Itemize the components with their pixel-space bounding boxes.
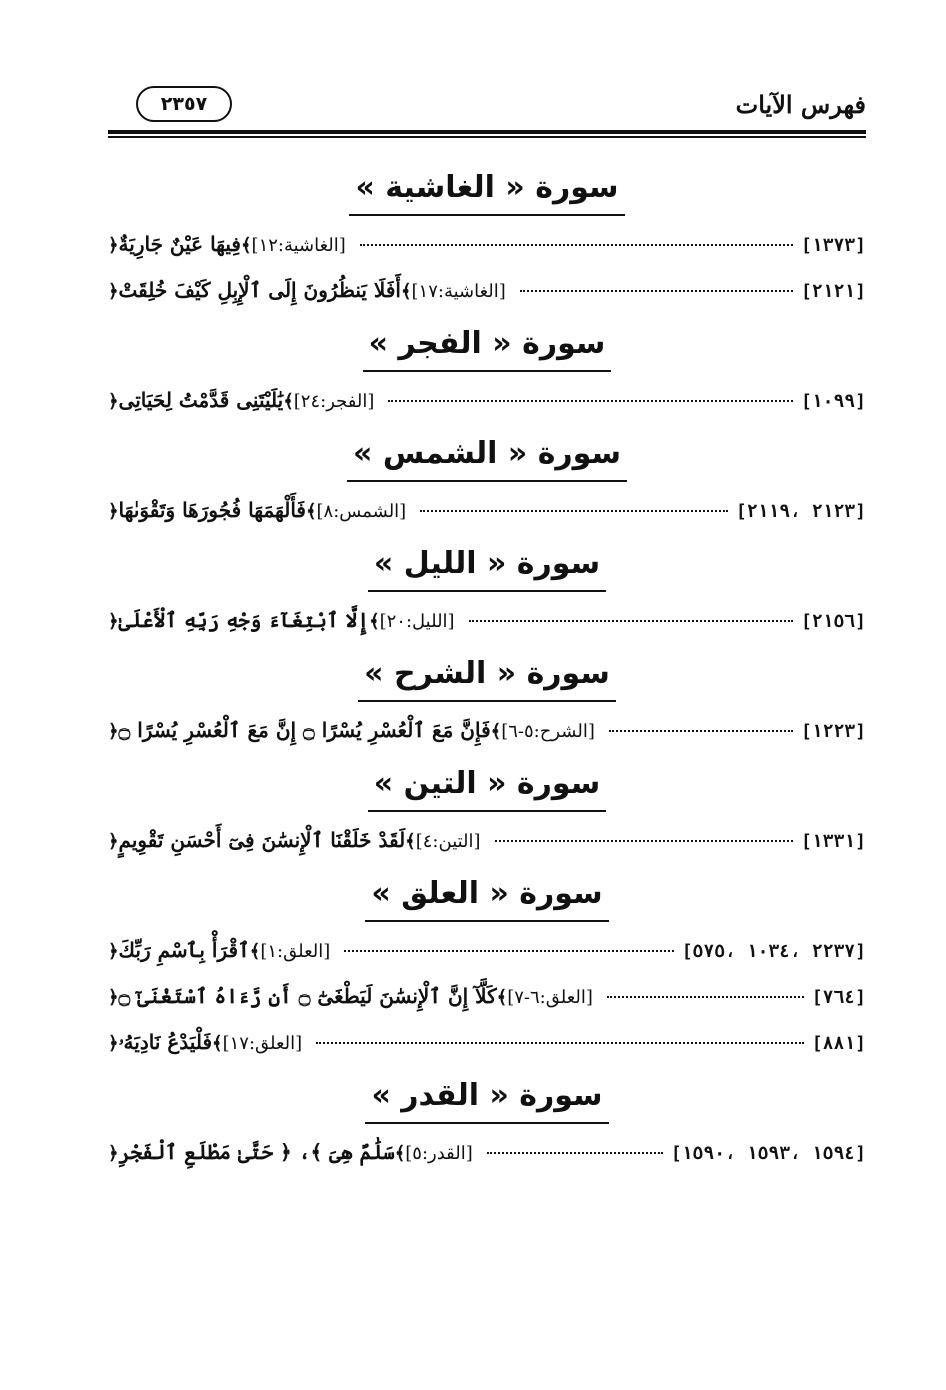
verse-entry <box>108 1030 866 1076</box>
verse-text: فَإِنَّ مَعَ ٱلْعُسْرِ يُسْرًا ۝ إِنَّ مَعَ ٱلْعُسْرِ يُسْرًا ۝ <box>118 718 491 742</box>
verse-entry <box>108 984 866 1030</box>
verse-reference: [الشرح:٥-٦] <box>501 721 595 742</box>
verse-entry <box>108 278 866 324</box>
ornate-bracket-open-icon: ﴿ <box>108 1033 119 1054</box>
verse-text: لَقَدْ خَلَقْنَا ٱلْإِنسَٰنَ فِىٓ أَحْسَنِ تَقْوِيمٍ <box>118 828 406 852</box>
verse-index <box>108 168 866 1186</box>
page-refs: [٢٢٣٧ ،١٠٣٤ ،٥٧٥] <box>681 941 866 962</box>
dot-leader <box>495 840 793 842</box>
verse-reference: [العلق:٦-٧] <box>507 987 593 1008</box>
surah-title: سورة « الغاشية » <box>349 168 624 216</box>
verse-text: كَلَّآ إِنَّ ٱلْإِنسَٰنَ لَيَطْغَىٰٓ ۝ أَن رَّءَاهُ ٱسْتَغْنَىٰٓ ۝ <box>118 984 497 1008</box>
surah-section-tin <box>108 764 866 874</box>
verse-text: سَلَٰمٌ هِىَ ﴾، ﴿ حَتَّىٰ مَطْلَعِ ٱلْفَجْرِ <box>118 1140 395 1164</box>
page-refs: [٢١٢١] <box>800 281 866 302</box>
ornate-bracket-open-icon: ﴿ <box>108 941 119 962</box>
page-refs: [١٠٩٩] <box>800 391 866 412</box>
ornate-bracket-close-icon: ﴾ <box>212 1033 223 1054</box>
verse-reference: [الشمس:٨] <box>316 501 407 522</box>
verse-reference: [القدر:٥] <box>405 1143 473 1164</box>
surah-title: سورة « القدر » <box>365 1076 608 1124</box>
ornate-bracket-close-icon: ﴾ <box>400 281 412 302</box>
dot-leader <box>520 290 793 292</box>
surah-section-fajr <box>108 324 866 434</box>
verse-text: فِيهَا عَيْنٌ جَارِيَةٌ <box>118 232 241 256</box>
page-refs: [٢١٢٣ ،٢١١٩] <box>735 501 866 522</box>
verse-reference: [الغاشية:١٧] <box>411 281 506 302</box>
ornate-bracket-open-icon: ﴿ <box>108 611 119 632</box>
page-number: ٢٣٥٧ <box>160 92 208 115</box>
surah-section-layl <box>108 544 866 654</box>
verse-text: يَٰلَيْتَنِى قَدَّمْتُ لِحَيَاتِى <box>118 388 284 412</box>
surah-section-qadr <box>108 1076 866 1186</box>
ornate-bracket-open-icon: ﴿ <box>108 987 119 1008</box>
surah-section-shams <box>108 434 866 544</box>
ornate-bracket-open-icon: ﴿ <box>108 281 119 302</box>
ornate-bracket-close-icon: ﴾ <box>369 611 380 632</box>
dot-leader <box>609 730 793 732</box>
ornate-bracket-close-icon: ﴾ <box>240 235 252 256</box>
verse-text: إِلَّا ٱبْتِغَآءَ وَجْهِ رَبِّهِ ٱلْأَعْلَىٰ <box>118 608 370 632</box>
dot-leader <box>487 1152 663 1154</box>
dot-leader <box>360 244 793 246</box>
verse-reference: [الفجر:٢٤] <box>293 391 375 412</box>
verse-text: فَأَلْهَمَهَا فُجُورَهَا وَتَقْوَىٰهَا <box>118 498 306 522</box>
page-refs: [١٥٩٤ ،١٥٩٣ ،١٥٩٠] <box>670 1143 866 1164</box>
verse-entry <box>108 498 866 544</box>
ornate-bracket-open-icon: ﴿ <box>108 235 119 256</box>
verse-entry <box>108 938 866 984</box>
dot-leader <box>420 510 728 512</box>
ornate-bracket-open-icon: ﴿ <box>108 501 119 522</box>
dot-leader <box>607 996 804 998</box>
verse-text: أَفَلَا يَنظُرُونَ إِلَى ٱلْإِبِلِ كَيْفَ خُلِقَتْ <box>118 278 401 302</box>
verse-reference: [الغاشية:١٢] <box>251 235 346 256</box>
verse-entry <box>108 828 866 874</box>
surah-title: سورة « العلق » <box>365 874 608 922</box>
verse-reference: [العلق:١] <box>260 941 331 962</box>
header-divider <box>108 130 866 134</box>
dot-leader <box>388 400 793 402</box>
verse-reference: [الليل:٢٠] <box>379 611 455 632</box>
page-refs: [٢١٥٦] <box>800 611 866 632</box>
ornate-bracket-open-icon: ﴿ <box>108 391 119 412</box>
verse-text: ٱقْرَأْ بِٱسْمِ رَبِّكَ <box>118 938 250 962</box>
page-number-badge <box>136 86 232 122</box>
ornate-bracket-close-icon: ﴾ <box>405 831 416 852</box>
surah-title: سورة « الليل » <box>368 544 606 592</box>
page-refs: [١٣٧٣] <box>800 235 866 256</box>
verse-entry <box>108 608 866 654</box>
ornate-bracket-close-icon: ﴾ <box>305 501 317 522</box>
surah-title: سورة « الفجر » <box>363 324 612 372</box>
surah-title: سورة « الشرح » <box>358 654 616 702</box>
page-refs: [١٣٣١] <box>800 831 866 852</box>
page-refs: [١٢٢٣] <box>800 721 866 742</box>
header-divider-thin <box>108 136 866 138</box>
running-title: فهرس الآيات <box>735 90 866 119</box>
ornate-bracket-open-icon: ﴿ <box>108 831 119 852</box>
ornate-bracket-close-icon: ﴾ <box>490 721 502 742</box>
dot-leader <box>316 1042 804 1044</box>
ornate-bracket-close-icon: ﴾ <box>496 987 508 1008</box>
surah-section-ghashiya <box>108 168 866 324</box>
verse-text: فَلْيَدْعُ نَادِيَهُۥ <box>118 1030 213 1054</box>
surah-section-alaq <box>108 874 866 1076</box>
verse-entry <box>108 718 866 764</box>
ornate-bracket-close-icon: ﴾ <box>283 391 294 412</box>
verse-entry <box>108 232 866 278</box>
ornate-bracket-close-icon: ﴾ <box>249 941 261 962</box>
surah-title: سورة « الشمس » <box>347 434 627 482</box>
page-refs: [٧٦٤] <box>811 987 866 1008</box>
ornate-bracket-open-icon: ﴿ <box>108 1143 119 1164</box>
dot-leader <box>344 950 673 952</box>
verse-entry <box>108 1140 866 1186</box>
verse-reference: [التين:٤] <box>415 831 481 852</box>
dot-leader <box>469 620 793 622</box>
verse-entry <box>108 388 866 434</box>
page-header <box>108 82 866 130</box>
verse-reference: [العلق:١٧] <box>222 1033 303 1054</box>
surah-title: سورة « التين » <box>368 764 606 812</box>
surah-section-sharh <box>108 654 866 764</box>
page-refs: [٨٨١] <box>811 1033 866 1054</box>
ornate-bracket-close-icon: ﴾ <box>394 1143 406 1164</box>
ornate-bracket-open-icon: ﴿ <box>108 721 119 742</box>
